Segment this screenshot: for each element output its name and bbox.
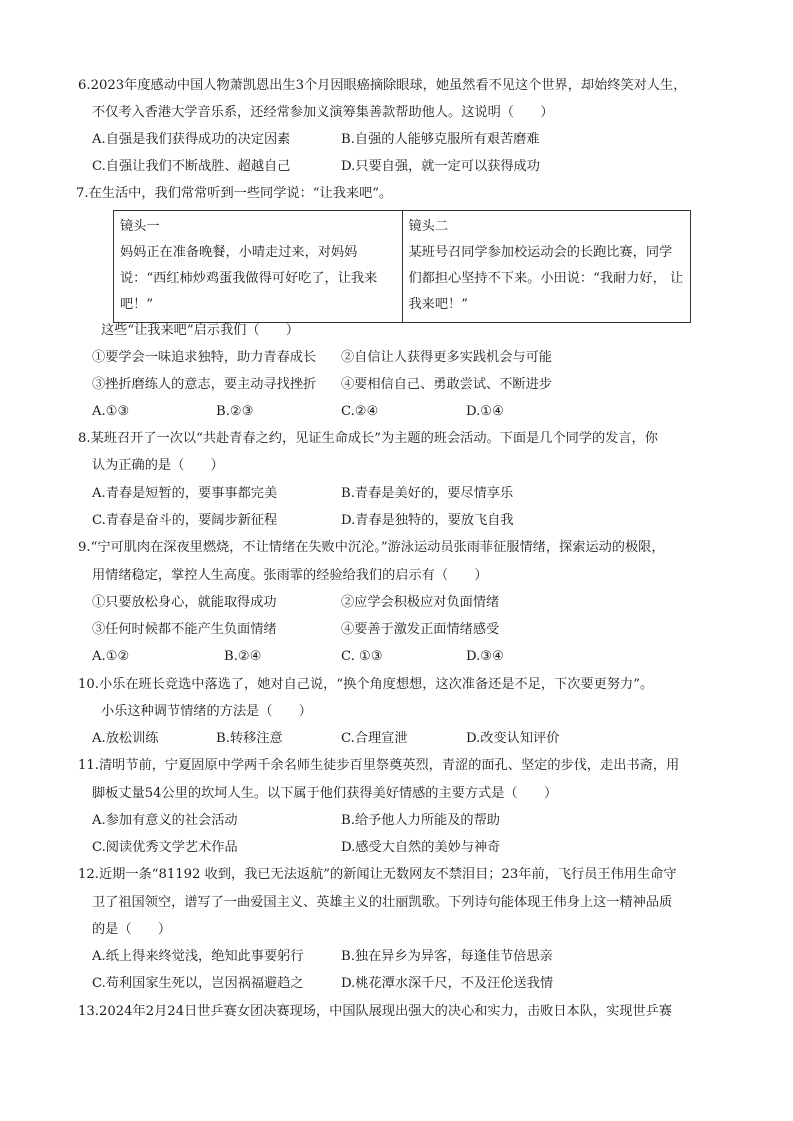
q7-option-a[interactable]: A.①③: [92, 404, 130, 419]
q10-option-d[interactable]: D.改变认知评价: [466, 731, 560, 746]
q7-scene-two-text: 某班号召同学参加校运动会的长跑比赛，同学们都担心坚持不下来。小田说：“我耐力好， 让我来吧！”: [408, 245, 684, 312]
q10-option-c[interactable]: C.合理宣泄: [341, 731, 408, 746]
q9-statement-2: ②应学会积极应对负面情绪: [341, 595, 500, 610]
q8-option-a[interactable]: A.青春是短暂的，要事事都完美: [92, 486, 278, 501]
q10-option-b[interactable]: B.转移注意: [216, 731, 283, 746]
q8-option-d[interactable]: D.青春是独特的，要放飞自我: [341, 513, 514, 528]
q11-option-b[interactable]: B.给予他人力所能及的帮助: [341, 813, 500, 828]
q8-stem-line2: 认为正确的是（ ）: [92, 458, 224, 473]
q6-option-c[interactable]: C.自强让我们不断战胜、超越自己: [92, 159, 291, 174]
q7-option-d[interactable]: D.①④: [466, 404, 504, 419]
q9-option-b[interactable]: B.②④: [224, 649, 262, 664]
q6-stem-line1: 6.2023年度感动中国人物萧凯恩出生3个月因眼癌摘除眼球，她虽然看不见这个世界，却始终笑对人生，: [78, 78, 687, 93]
q7-scene-two: [402, 211, 691, 323]
q10-stem-line1: 10.小乐在班长竞选中落选了，她对自己说，“换个角度想想，这次准备还是不足，下次要更努力”。: [78, 677, 654, 692]
q6-stem-line2: 不仅考入香港大学音乐系，还经常参加义演筹集善款帮助他人。这说明（ ）: [92, 105, 554, 120]
q13-stem-line1: 13.2024年2月24日世乒赛女团决赛现场，中国队展现出强大的决心和实力，击败日本队，实现世乒赛: [78, 1004, 673, 1019]
q12-stem-line3: 的是（ ）: [92, 922, 172, 937]
q8-option-b[interactable]: B.青春是美好的，要尽情享乐: [341, 486, 514, 501]
q7-statement-2: ②自信让人获得更多实践机会与可能: [341, 350, 552, 365]
q6-option-a[interactable]: A.自强是我们获得成功的决定因素: [92, 132, 291, 147]
q10-stem-line2: 小乐这种调节情绪的方法是（ ）: [101, 704, 312, 719]
q9-statement-4: ④要善于激发正面情绪感受: [341, 622, 500, 637]
q11-option-a[interactable]: A.参加有意义的社会活动: [92, 813, 238, 828]
q11-stem-line2: 脚板丈量54公里的坎坷人生。以下属于他们获得美好情感的主要方式是（ ）: [92, 786, 558, 801]
q7-prompt: 这些“让我来吧”启示我们（ ）: [101, 323, 300, 338]
q7-scenario-table: [113, 210, 691, 323]
q9-option-a[interactable]: A.①②: [92, 649, 130, 664]
q7-scene-one-title: 镜头一: [120, 219, 160, 234]
q11-option-d[interactable]: D.感受大自然的美妙与神奇: [341, 840, 501, 855]
q7-option-b[interactable]: B.②③: [216, 404, 254, 419]
q7-statement-1: ①要学会一味追求独特，助力青春成长: [92, 350, 317, 365]
q12-option-d[interactable]: D.桃花潭水深千尺，不及汪伦送我情: [341, 976, 554, 991]
q6-option-b[interactable]: B.自强的人能够克服所有艰苦磨难: [341, 132, 540, 147]
q9-stem-line2: 用情绪稳定，掌控人生高度。张雨霏的经验给我们的启示有（ ）: [92, 568, 488, 583]
q12-option-b[interactable]: B.独在异乡为异客，每逢佳节倍思亲: [341, 949, 553, 964]
q7-scene-two-title: 镜头二: [408, 219, 449, 234]
q7-stem-line1: 7.在生活中，我们常常听到一些同学说：“让我来吧”。: [76, 186, 393, 201]
q7-option-c[interactable]: C.②④: [341, 404, 379, 419]
q8-stem-line1: 8.某班召开了一次以“共赴青春之约，见证生命成长”为主题的班会活动。下面是几个同学的发言，你: [78, 431, 658, 446]
q9-option-d[interactable]: D.③④: [466, 649, 504, 664]
q10-option-a[interactable]: A.放松训练: [92, 731, 159, 746]
q7-scene-one: [114, 211, 403, 323]
q12-option-c[interactable]: C.苟利国家生死以，岂因祸福避趋之: [92, 976, 304, 991]
q11-stem-line1: 11.清明节前，宁夏固原中学两千余名师生徒步百里祭奠英烈，青涩的面孔、坚定的步伐，走出书斋，用: [78, 758, 680, 773]
q6-option-d[interactable]: D.只要自强，就一定可以获得成功: [341, 159, 540, 174]
q7-scene-one-text: 妈妈正在准备晚餐，小晴走过来，对妈妈说：“西红柿炒鸡蛋我做得可好吃了，让我来吧！”: [120, 245, 378, 312]
q7-statement-4: ④要相信自己、勇敢尝试、不断进步: [341, 377, 552, 392]
q9-stem-line1: 9.“宁可肌肉在深夜里燃烧，不让情绪在失败中沉沦。”游泳运动员张雨菲征服情绪，探索运动的极限，: [78, 540, 665, 555]
q12-option-a[interactable]: A.纸上得来终觉浅，绝知此事要躬行: [92, 949, 304, 964]
q7-statement-3: ③挫折磨练人的意志，要主动寻找挫折: [92, 377, 317, 392]
q9-statement-3: ③任何时候都不能产生负面情绪: [92, 622, 277, 637]
q12-stem-line2: 卫了祖国领空，谱写了一曲爱国主义、英雄主义的壮丽凯歌。下列诗句能体现王伟身上这一精神品质: [92, 895, 673, 910]
q8-option-c[interactable]: C.青春是奋斗的，要阔步新征程: [92, 513, 278, 528]
q11-option-c[interactable]: C.阅读优秀文学艺术作品: [92, 840, 238, 855]
q9-statement-1: ①只要放松身心，就能取得成功: [92, 595, 277, 610]
q9-option-c[interactable]: C. ①③: [341, 649, 383, 664]
q12-stem-line1: 12.近期一条“81192 收到，我已无法返航”的新闻让无数网友不禁泪目；23年前，飞行员王伟用生命守: [78, 867, 677, 882]
